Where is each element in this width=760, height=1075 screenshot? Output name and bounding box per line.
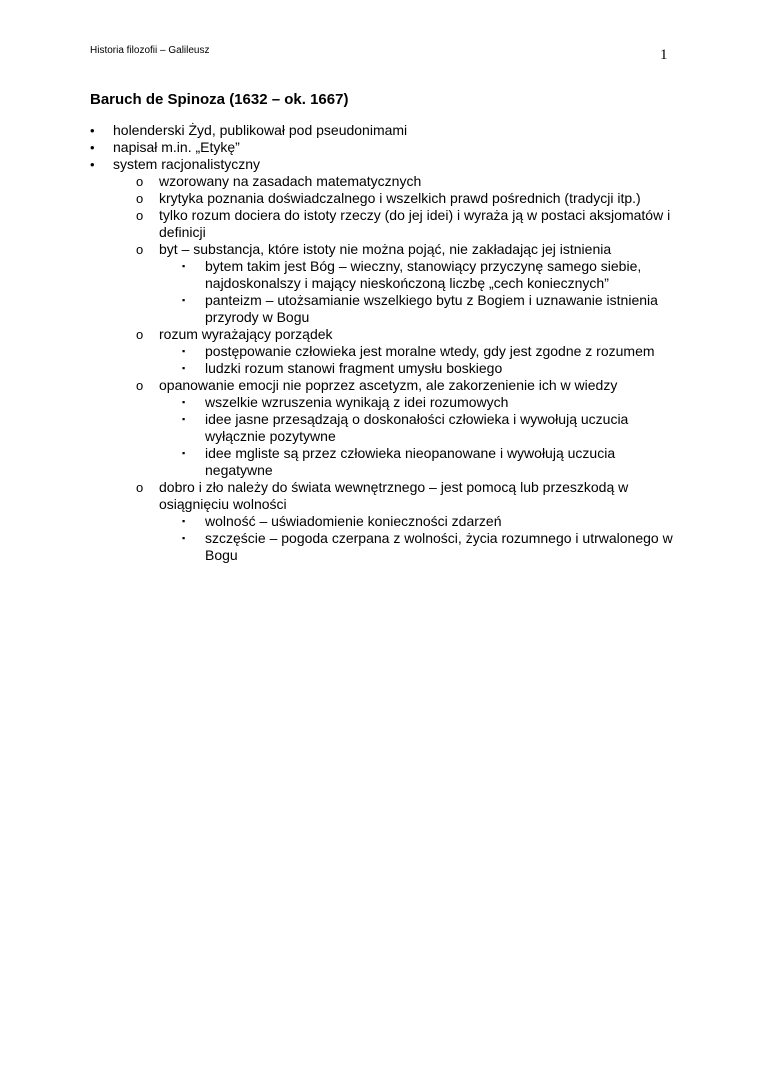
list-item-text: holenderski Żyd, publikował pod pseudonimami bbox=[113, 122, 408, 138]
subsublist-item bbox=[0, 360, 760, 377]
sublist-item-text: byt – substancja, które istoty nie można pojąć, nie zakładając jej istnienia bbox=[159, 241, 612, 257]
sublist-item-text: rozum wyrażający porządek bbox=[159, 326, 333, 342]
list-item-text: system racjonalistyczny bbox=[113, 156, 261, 172]
circle-bullet-icon: o bbox=[136, 378, 144, 393]
circle-bullet-icon: o bbox=[136, 327, 144, 342]
list-item bbox=[0, 139, 760, 156]
subsublist-item-text: idee mgliste są przez człowieka nieopanowane i wywołują uczucia negatywne bbox=[205, 445, 616, 478]
circle-bullet-icon: o bbox=[136, 191, 144, 206]
sublist-item bbox=[0, 207, 760, 241]
square-bullet-icon: ▪ bbox=[182, 295, 186, 305]
subsublist-item bbox=[0, 445, 760, 479]
sublist-item bbox=[0, 326, 760, 343]
subsublist-item bbox=[0, 258, 760, 292]
square-bullet-icon: ▪ bbox=[182, 533, 186, 543]
square-bullet-icon: ▪ bbox=[182, 516, 186, 526]
square-bullet-icon: ▪ bbox=[182, 261, 186, 271]
subsublist-item-text: ludzki rozum stanowi fragment umysłu boskiego bbox=[205, 360, 503, 376]
sublist-item-text: wzorowany na zasadach matematycznych bbox=[159, 173, 422, 189]
subsublist-item bbox=[0, 530, 760, 564]
sublist-item-text: dobro i zło należy do świata wewnętrznego – jest pomocą lub przeszkodą w osiągnięciu wolności bbox=[159, 479, 629, 512]
circle-bullet-icon: o bbox=[136, 480, 144, 495]
circle-bullet-icon: o bbox=[136, 174, 144, 189]
subsublist-item-text: panteizm – utożsamianie wszelkiego bytu z Bogiem i uznawanie istnienia przyrody w Bogu bbox=[205, 292, 658, 325]
subsublist-item-text: wolność – uświadomienie konieczności zdarzeń bbox=[205, 513, 502, 529]
subsublist-item bbox=[0, 394, 760, 411]
square-bullet-icon: ▪ bbox=[182, 363, 186, 373]
subsublist-item bbox=[0, 343, 760, 360]
square-bullet-icon: ▪ bbox=[182, 414, 186, 424]
subsublist-item bbox=[0, 411, 760, 445]
subsublist-item bbox=[0, 513, 760, 530]
square-bullet-icon: ▪ bbox=[182, 346, 186, 356]
bullet-icon: • bbox=[90, 140, 95, 155]
subsublist-item bbox=[0, 292, 760, 326]
sublist-item bbox=[0, 190, 760, 207]
square-bullet-icon: ▪ bbox=[182, 448, 186, 458]
circle-bullet-icon: o bbox=[136, 208, 144, 223]
square-bullet-icon: ▪ bbox=[182, 397, 186, 407]
bullet-icon: • bbox=[90, 123, 95, 138]
list-item bbox=[0, 122, 760, 139]
bullet-icon: • bbox=[90, 157, 95, 172]
sublist-item bbox=[0, 377, 760, 394]
page-number: 1 bbox=[660, 47, 668, 63]
sublist-item bbox=[0, 479, 760, 513]
subsublist-item-text: bytem takim jest Bóg – wieczny, stanowiący przyczynę samego siebie, najdoskonalszy i mający nieskończoną liczbę „cech koniecznych” bbox=[205, 258, 642, 291]
running-header: Historia filozofii – Galileusz bbox=[90, 45, 210, 56]
sublist-item-text: tylko rozum dociera do istoty rzeczy (do jej idei) i wyraża ją w postaci aksjomatów i definicji bbox=[159, 207, 671, 240]
sublist-item bbox=[0, 173, 760, 190]
outline-list bbox=[0, 122, 760, 564]
subsublist-item-text: szczęście – pogoda czerpana z wolności, życia rozumnego i utrwalonego w Bogu bbox=[205, 530, 673, 563]
document-title: Baruch de Spinoza (1632 – ok. 1667) bbox=[90, 91, 349, 108]
sublist-item-text: krytyka poznania doświadczalnego i wszelkich prawd pośrednich (tradycji itp.) bbox=[159, 190, 641, 206]
list-item bbox=[0, 156, 760, 173]
subsublist-item-text: idee jasne przesądzają o doskonałości człowieka i wywołują uczucia wyłącznie pozytywne bbox=[205, 411, 629, 444]
sublist-item-text: opanowanie emocji nie poprzez ascetyzm, ale zakorzenienie ich w wiedzy bbox=[159, 377, 618, 393]
list-item-text: napisał m.in. „Etykę” bbox=[113, 139, 240, 155]
subsublist-item-text: postępowanie człowieka jest moralne wtedy, gdy jest zgodne z rozumem bbox=[205, 343, 655, 359]
circle-bullet-icon: o bbox=[136, 242, 144, 257]
subsublist-item-text: wszelkie wzruszenia wynikają z idei rozumowych bbox=[205, 394, 509, 410]
sublist-item bbox=[0, 241, 760, 258]
